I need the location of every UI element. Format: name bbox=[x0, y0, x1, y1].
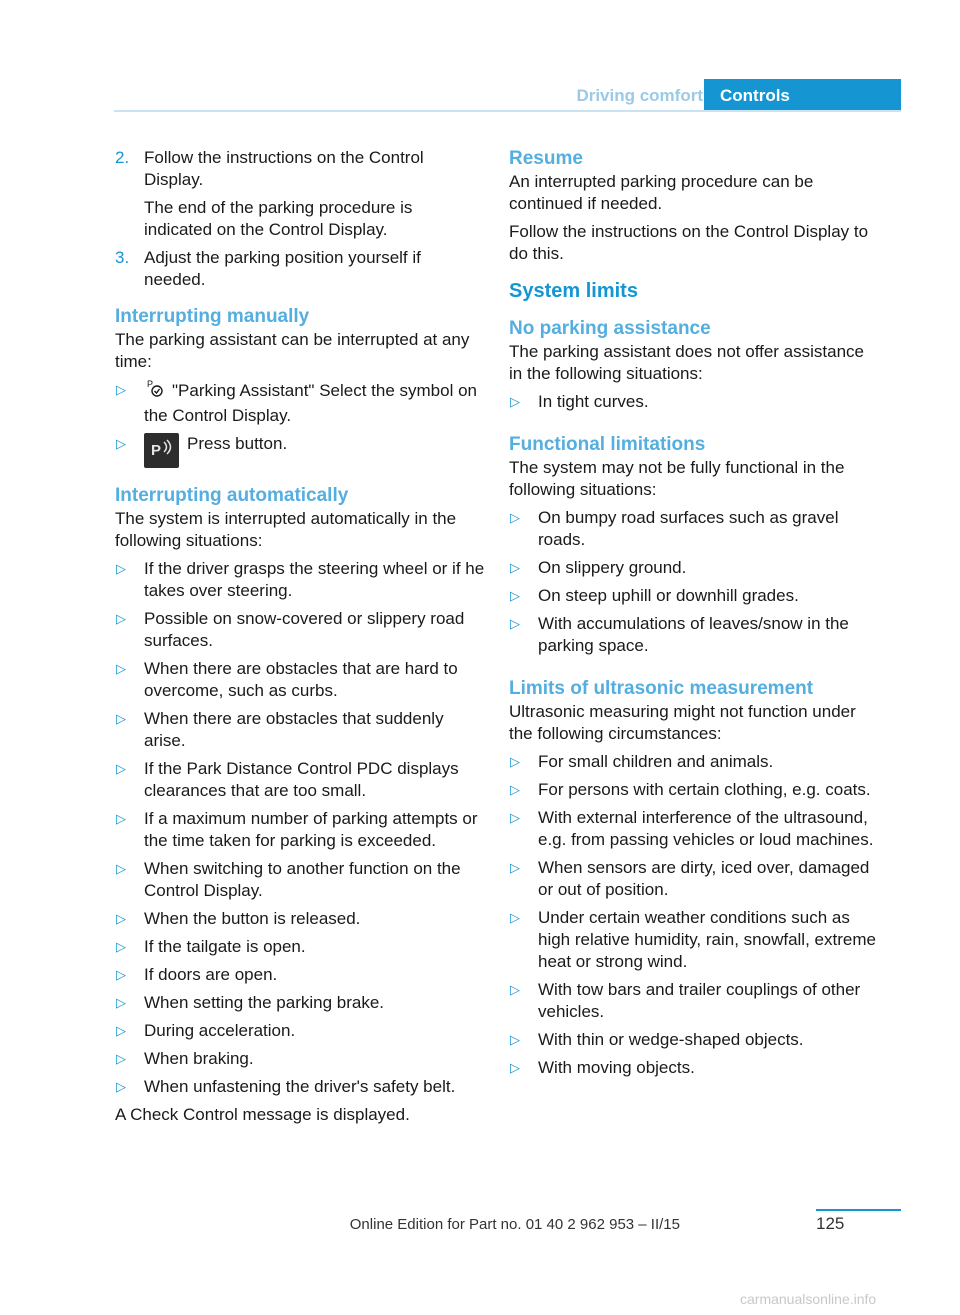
list-item-text: When unfastening the driver's safety belt. bbox=[144, 1077, 456, 1096]
list-item-text: If the tailgate is open. bbox=[144, 937, 306, 956]
list-item-text: For small children and animals. bbox=[538, 752, 774, 771]
list-item bbox=[115, 1020, 485, 1042]
bullet-triangle-icon: ▷ bbox=[510, 394, 520, 409]
list-item bbox=[509, 751, 877, 773]
list-item bbox=[115, 964, 485, 986]
list-item bbox=[115, 808, 485, 852]
list-item-text: When there are obstacles that suddenly arise. bbox=[144, 709, 444, 750]
list-item bbox=[115, 608, 485, 652]
svg-text:P: P bbox=[151, 442, 162, 459]
bullet-triangle-icon: ▷ bbox=[510, 616, 520, 631]
system-limits-heading: System limits bbox=[509, 280, 638, 302]
ultrasonic-list bbox=[509, 745, 877, 1085]
header-section-tab: Driving comfort bbox=[576, 86, 703, 105]
list-item bbox=[509, 979, 877, 1023]
bullet-triangle-icon: ▷ bbox=[510, 782, 520, 797]
bullet-triangle-icon: ▷ bbox=[116, 561, 126, 576]
bullet-triangle-icon: ▷ bbox=[510, 982, 520, 997]
list-item-text: If the Park Distance Control PDC displays clearances that are too small. bbox=[144, 759, 459, 800]
bullet-triangle-icon: ▷ bbox=[510, 910, 520, 925]
bullet-triangle-icon: ▷ bbox=[116, 811, 126, 826]
bullet-triangle-icon: ▷ bbox=[510, 510, 520, 525]
footer-rule bbox=[816, 1209, 901, 1211]
list-item-text: During acceleration. bbox=[144, 1021, 296, 1040]
list-item-text: When braking. bbox=[144, 1049, 254, 1068]
list-item-text: When setting the parking brake. bbox=[144, 993, 385, 1012]
auto-list bbox=[115, 552, 485, 1104]
list-item bbox=[115, 1048, 485, 1070]
list-item bbox=[509, 857, 877, 901]
step-note: The end of the parking procedure is indicated on the Control Display. bbox=[144, 198, 413, 239]
list-item-text: Under certain weather conditions such as high relative humidity, rain, snowfall, extreme heat or strong wind. bbox=[538, 908, 876, 971]
section-heading: Resume bbox=[509, 148, 583, 169]
list-item-text: Possible on snow-covered or slippery road surfaces. bbox=[144, 609, 465, 650]
step-number: 3. bbox=[115, 248, 130, 267]
list-item-text: On bumpy road surfaces such as gravel roads. bbox=[538, 508, 839, 549]
list-item-text: If doors are open. bbox=[144, 965, 278, 984]
bullet-triangle-icon: ▷ bbox=[510, 810, 520, 825]
step-text: Follow the instructions on the Control Display. bbox=[144, 148, 424, 189]
bullet-triangle-icon: ▷ bbox=[116, 761, 126, 776]
list-item bbox=[115, 433, 485, 470]
list-item-text: With thin or wedge-shaped objects. bbox=[538, 1030, 804, 1049]
list-item bbox=[509, 779, 877, 801]
bullet-triangle-icon: ▷ bbox=[510, 588, 520, 603]
list-item bbox=[115, 936, 485, 958]
bullet-triangle-icon: ▷ bbox=[116, 611, 126, 626]
list-item-content bbox=[144, 379, 485, 427]
left-column bbox=[115, 147, 485, 1126]
bullet-triangle-icon: ▷ bbox=[116, 967, 126, 982]
list-item-text: In tight curves. bbox=[538, 392, 649, 411]
bullet-triangle-icon: ▷ bbox=[116, 436, 126, 451]
list-item bbox=[115, 379, 485, 427]
list-item bbox=[509, 1029, 877, 1051]
list-item bbox=[509, 557, 877, 579]
list-item-text: With tow bars and trailer couplings of other vehicles. bbox=[538, 980, 861, 1021]
bullet-triangle-icon: ▷ bbox=[510, 1060, 520, 1075]
list-item bbox=[115, 858, 485, 902]
resume-paragraph: An interrupted parking procedure can be continued if needed. bbox=[509, 172, 814, 213]
list-item bbox=[115, 558, 485, 602]
section-intro: Ultrasonic measuring might not function under the following circumstances: bbox=[509, 702, 856, 743]
section-outro: A Check Control message is displayed. bbox=[115, 1105, 410, 1124]
footer-edition: Online Edition for Part no. 01 40 2 962 953 – II/15 bbox=[349, 1216, 680, 1233]
list-item-text: When the button is released. bbox=[144, 909, 361, 928]
list-item bbox=[115, 708, 485, 752]
parking-assistant-icon bbox=[146, 379, 166, 405]
list-item bbox=[115, 992, 485, 1014]
bullet-triangle-icon: ▷ bbox=[116, 661, 126, 676]
resume-paragraph: Follow the instructions on the Control Display to do this. bbox=[509, 222, 869, 263]
list-item bbox=[115, 908, 485, 930]
section-heading: Limits of ultrasonic measurement bbox=[509, 678, 814, 699]
bullet-triangle-icon: ▷ bbox=[116, 711, 126, 726]
step-number: 2. bbox=[115, 148, 130, 167]
bullet-triangle-icon: ▷ bbox=[116, 1023, 126, 1038]
list-item-text: When sensors are dirty, iced over, damaged or out of position. bbox=[538, 858, 870, 899]
bullet-triangle-icon: ▷ bbox=[116, 1079, 126, 1094]
list-item bbox=[509, 807, 877, 851]
list-item-text: With moving objects. bbox=[538, 1058, 695, 1077]
watermark: carmanualsonline.info bbox=[740, 1291, 877, 1307]
bullet-triangle-icon: ▷ bbox=[510, 754, 520, 769]
list-item-text: On slippery ground. bbox=[538, 558, 687, 577]
list-item bbox=[115, 658, 485, 702]
section-intro: The parking assistant can be interrupted at any time: bbox=[115, 330, 470, 371]
list-item-text: "Parking Assistant" Select the symbol on the Control Display. bbox=[144, 381, 477, 425]
list-item-text: With accumulations of leaves/snow in the parking space. bbox=[538, 614, 849, 655]
list-item-text: If the driver grasps the steering wheel or if he takes over steering. bbox=[144, 559, 485, 600]
section-intro: The system may not be fully functional in the following situations: bbox=[509, 458, 845, 499]
bullet-triangle-icon: ▷ bbox=[510, 860, 520, 875]
list-item bbox=[509, 1057, 877, 1079]
list-item bbox=[509, 507, 877, 551]
list-item-text: With external interference of the ultrasound, e.g. from passing vehicles or loud machines. bbox=[538, 808, 874, 849]
list-item bbox=[509, 613, 877, 657]
bullet-triangle-icon: ▷ bbox=[116, 939, 126, 954]
section-heading: Functional limitations bbox=[509, 434, 706, 455]
functional-list bbox=[509, 501, 877, 663]
header-chapter-tab: Controls bbox=[704, 79, 901, 112]
section-heading: Interrupting manually bbox=[115, 306, 310, 327]
svg-text:P: P bbox=[147, 379, 154, 389]
right-column bbox=[509, 147, 877, 1085]
list-item-text: Press button. bbox=[187, 434, 288, 453]
parking-assistant-button-icon bbox=[144, 433, 179, 468]
section-intro: The system is interrupted automatically in the following situations: bbox=[115, 509, 457, 550]
section-intro: The parking assistant does not offer assistance in the following situations: bbox=[509, 342, 864, 383]
bullet-triangle-icon: ▷ bbox=[116, 861, 126, 876]
bullet-triangle-icon: ▷ bbox=[116, 1051, 126, 1066]
step-item bbox=[115, 247, 485, 291]
list-item-text: For persons with certain clothing, e.g. coats. bbox=[538, 780, 871, 799]
section-heading: Interrupting automatically bbox=[115, 485, 349, 506]
list-item-text: If a maximum number of parking attempts or the time taken for parking is exceeded. bbox=[144, 809, 478, 850]
no-assist-list bbox=[509, 385, 877, 419]
list-item bbox=[509, 391, 877, 413]
list-item bbox=[509, 585, 877, 607]
bullet-triangle-icon: ▷ bbox=[510, 560, 520, 575]
header-rule bbox=[114, 110, 901, 112]
page-number: 125 bbox=[816, 1214, 845, 1233]
bullet-triangle-icon: ▷ bbox=[510, 1032, 520, 1047]
step-item bbox=[115, 147, 485, 241]
list-item-text: When there are obstacles that are hard to overcome, such as curbs. bbox=[144, 659, 458, 700]
step-text: Adjust the parking position yourself if needed. bbox=[144, 248, 421, 289]
list-item-text: When switching to another function on the Control Display. bbox=[144, 859, 461, 900]
bullet-triangle-icon: ▷ bbox=[116, 995, 126, 1010]
list-item bbox=[115, 758, 485, 802]
list-item bbox=[509, 907, 877, 973]
bullet-triangle-icon: ▷ bbox=[116, 382, 126, 397]
list-item-text: On steep uphill or downhill grades. bbox=[538, 586, 799, 605]
section-heading: No parking assistance bbox=[509, 318, 711, 339]
bullet-triangle-icon: ▷ bbox=[116, 911, 126, 926]
list-item bbox=[115, 1076, 485, 1098]
